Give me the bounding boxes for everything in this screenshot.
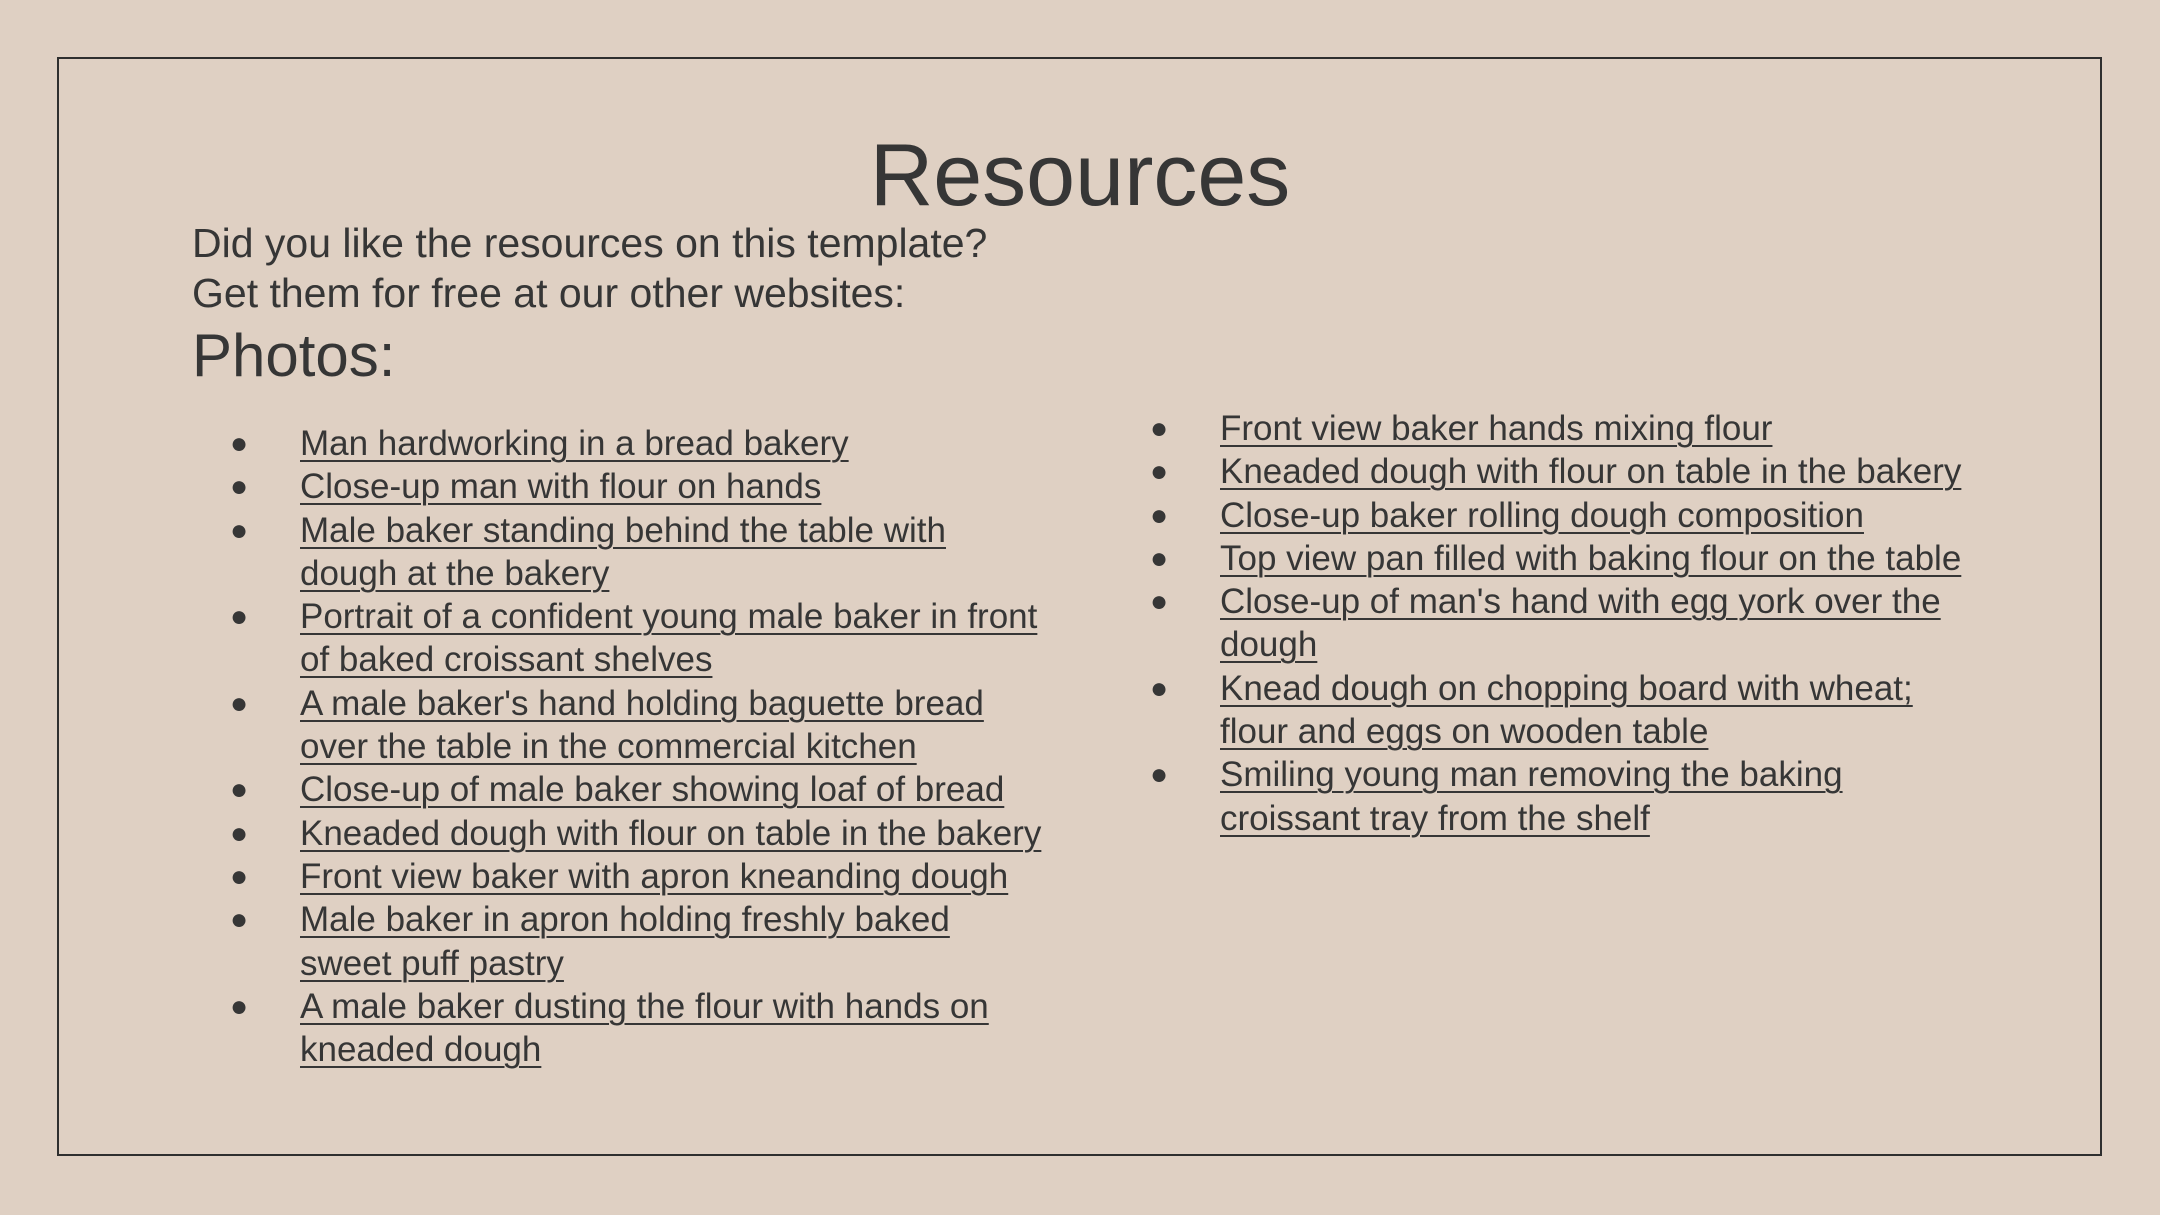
- photo-link[interactable]: Man hardworking in a bread bakery: [300, 424, 849, 463]
- page-title: Resources: [869, 125, 1291, 224]
- photo-link[interactable]: Close-up man with flour on hands: [300, 467, 822, 507]
- intro-line-2: Get them for free at our other websites:: [192, 270, 906, 316]
- photo-link[interactable]: A male baker's hand holding baguette bread over the table in the commercial kitchen: [300, 683, 984, 767]
- bullet-icon: ●: [230, 859, 249, 893]
- bullet-icon: ●: [1150, 541, 1169, 575]
- intro-text: [192, 218, 987, 318]
- photo-link[interactable]: Front view baker hands mixing flour: [1220, 409, 1773, 448]
- bullet-icon: ●: [1150, 498, 1169, 532]
- photo-link[interactable]: Top view pan filled with baking flour on the table: [1220, 538, 1962, 578]
- list-item: [230, 855, 1050, 898]
- bullet-icon: ●: [230, 427, 249, 460]
- photo-link[interactable]: Kneaded dough with flour on table in the bakery: [1220, 452, 1962, 492]
- bullet-icon: ●: [230, 513, 249, 547]
- photo-link[interactable]: Close-up of male baker showing loaf of bread: [300, 770, 1005, 810]
- photo-link[interactable]: A male baker dusting the flour with hands on kneaded dough: [300, 986, 989, 1070]
- photo-links-left: [230, 422, 1050, 1071]
- list-item: [230, 812, 1050, 855]
- list-item: [230, 465, 1050, 508]
- list-item: [230, 898, 1050, 985]
- list-item: [1150, 753, 1980, 840]
- bullet-icon: ●: [1150, 671, 1169, 705]
- list-item: [230, 768, 1050, 811]
- bullet-icon: ●: [230, 903, 249, 937]
- photo-link[interactable]: Front view baker with apron kneanding dough: [300, 856, 1009, 896]
- photos-heading: Photos:: [192, 322, 396, 389]
- photo-links-right: [1150, 407, 1980, 840]
- list-item: [230, 595, 1050, 682]
- list-item: [230, 509, 1050, 596]
- bullet-icon: ●: [230, 989, 249, 1023]
- bullet-icon: ●: [230, 686, 249, 720]
- list-item: [1150, 450, 1980, 493]
- list-item: [1150, 667, 1980, 754]
- list-item: [1150, 494, 1980, 537]
- bullet-icon: ●: [1150, 585, 1169, 619]
- photo-link[interactable]: Smiling young man removing the baking croissant tray from the shelf: [1220, 755, 1843, 838]
- bullet-icon: ●: [230, 600, 249, 634]
- bullet-icon: ●: [1150, 455, 1169, 489]
- intro-line-1: Did you like the resources on this template?: [192, 220, 988, 266]
- photo-link[interactable]: Male baker standing behind the table with dough at the bakery: [300, 510, 946, 593]
- photo-link[interactable]: Male baker in apron holding freshly baked sweet puff pastry: [300, 900, 950, 983]
- photo-link[interactable]: Close-up baker rolling dough composition: [1220, 495, 1864, 535]
- bullet-icon: ●: [230, 816, 249, 850]
- photo-link[interactable]: Close-up of man's hand with egg york over the dough: [1220, 582, 1941, 665]
- list-item: [1150, 537, 1980, 580]
- bullet-icon: ●: [1150, 412, 1169, 445]
- photo-link[interactable]: Knead dough on chopping board with wheat; flour and eggs on wooden table: [1220, 668, 1913, 752]
- list-item: [230, 985, 1050, 1072]
- photo-link[interactable]: Kneaded dough with flour on table in the bakery: [300, 813, 1042, 853]
- bullet-icon: ●: [230, 470, 249, 504]
- list-item: [1150, 580, 1980, 667]
- bullet-icon: ●: [1150, 758, 1169, 792]
- photo-link[interactable]: Portrait of a confident young male baker in front of baked croissant shelves: [300, 597, 1038, 680]
- bullet-icon: ●: [230, 773, 249, 807]
- list-item: [230, 682, 1050, 769]
- list-item: [1150, 407, 1980, 450]
- list-item: [230, 422, 1050, 465]
